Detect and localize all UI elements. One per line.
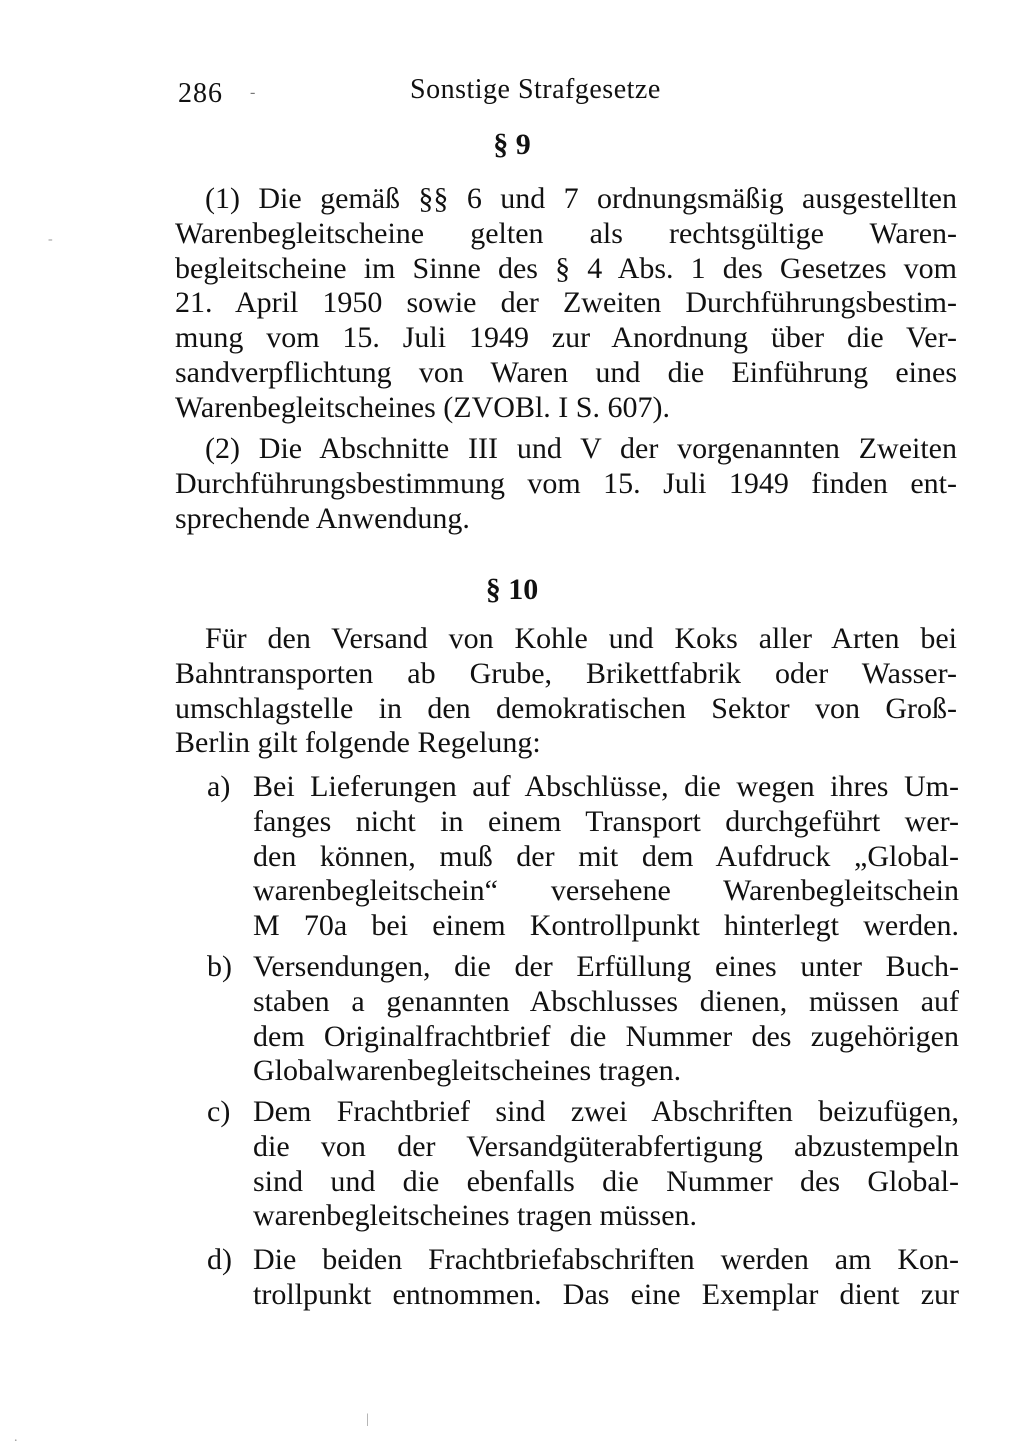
text-line: (1) Die gemäß §§ 6 und 7 ordnungsmäßig ausgestellten — [205, 182, 957, 215]
list-marker: b) — [207, 950, 232, 983]
header-speck: - — [250, 84, 256, 101]
text-line: Die beiden Frachtbriefabschriften werden am Kon- — [253, 1243, 959, 1276]
scan-speck: | — [366, 1412, 369, 1427]
text-line: Globalwarenbegleitscheines tragen. — [253, 1054, 682, 1088]
list-item-d — [207, 1243, 959, 1313]
list-marker: d) — [207, 1243, 232, 1276]
list-marker: a) — [207, 770, 231, 803]
text-line: umschlagstelle in den demokratischen Sektor von Groß- — [175, 691, 957, 725]
scan-speck: - — [48, 232, 53, 247]
scan-speck: . — [14, 1430, 18, 1445]
text-line: Warenbegleitscheine gelten als rechtsgültige Waren- — [175, 216, 957, 250]
section-9-paragraph-2 — [175, 432, 957, 536]
section-10-heading: § 10 — [485, 573, 539, 606]
text-line: Bahntransporten ab Grube, Brikettfabrik oder Wasser- — [175, 656, 957, 690]
text-line: begleitscheine im Sinne des § 4 Abs. 1 des Gesetzes vom — [175, 251, 957, 285]
text-line: trollpunkt entnommen. Das eine Exemplar dient zur — [253, 1277, 959, 1311]
page-header — [178, 70, 958, 110]
text-line: Berlin gilt folgende Regelung: — [175, 726, 541, 760]
section-9-heading: § 9 — [493, 128, 531, 161]
text-line: dem Originalfrachtbrief die Nummer des zugehörigen — [253, 1019, 959, 1053]
text-line: die von der Versandgüterabfertigung abzustempeln — [253, 1129, 959, 1163]
text-line: M 70a bei einem Kontrollpunkt hinterlegt werden. — [253, 909, 959, 943]
text-line: (2) Die Abschnitte III und V der vorgenannten Zweiten — [205, 432, 957, 465]
text-line: sandverpflichtung von Waren und die Einführung eines — [175, 355, 957, 389]
text-line: Durchführungsbestimmung vom 15. Juli 1949 finden ent- — [175, 466, 957, 500]
text-line: Warenbegleitscheines (ZVOBl. I S. 607). — [175, 390, 670, 424]
text-line: warenbegleitscheines tragen müssen. — [253, 1199, 698, 1233]
text-line: staben a genannten Abschlusses dienen, müssen auf — [253, 984, 959, 1018]
section-9-paragraph-1 — [175, 182, 957, 426]
text-line: sind und die ebenfalls die Nummer des Global- — [253, 1164, 959, 1198]
list-item-a — [207, 770, 959, 944]
text-line: Versendungen, die der Erfüllung eines unter Buch- — [253, 950, 959, 983]
text-line: warenbegleitschein“ versehene Warenbegleitschein — [253, 874, 959, 908]
list-marker: c) — [207, 1095, 231, 1128]
text-line: Für den Versand von Kohle und Koks aller Arten bei — [205, 622, 957, 655]
list-item-b — [207, 950, 959, 1089]
text-line: fanges nicht in einem Transport durchgeführt wer- — [253, 804, 959, 838]
running-title: Sonstige Strafgesetze — [410, 74, 661, 105]
text-line: 21. April 1950 sowie der Zweiten Durchführungsbestim- — [175, 286, 957, 320]
text-line: sprechende Anwendung. — [175, 501, 470, 535]
list-item-c — [207, 1095, 959, 1234]
text-line: den können, muß der mit dem Aufdruck „Global- — [253, 839, 959, 873]
text-line: mung vom 15. Juli 1949 zur Anordnung über die Ver- — [175, 321, 957, 355]
section-10-intro — [175, 622, 957, 761]
page-number: 286 — [178, 78, 223, 109]
text-line: Bei Lieferungen auf Abschlüsse, die wegen ihres Um- — [253, 770, 959, 803]
text-line: Dem Frachtbrief sind zwei Abschriften beizufügen, — [253, 1095, 959, 1128]
